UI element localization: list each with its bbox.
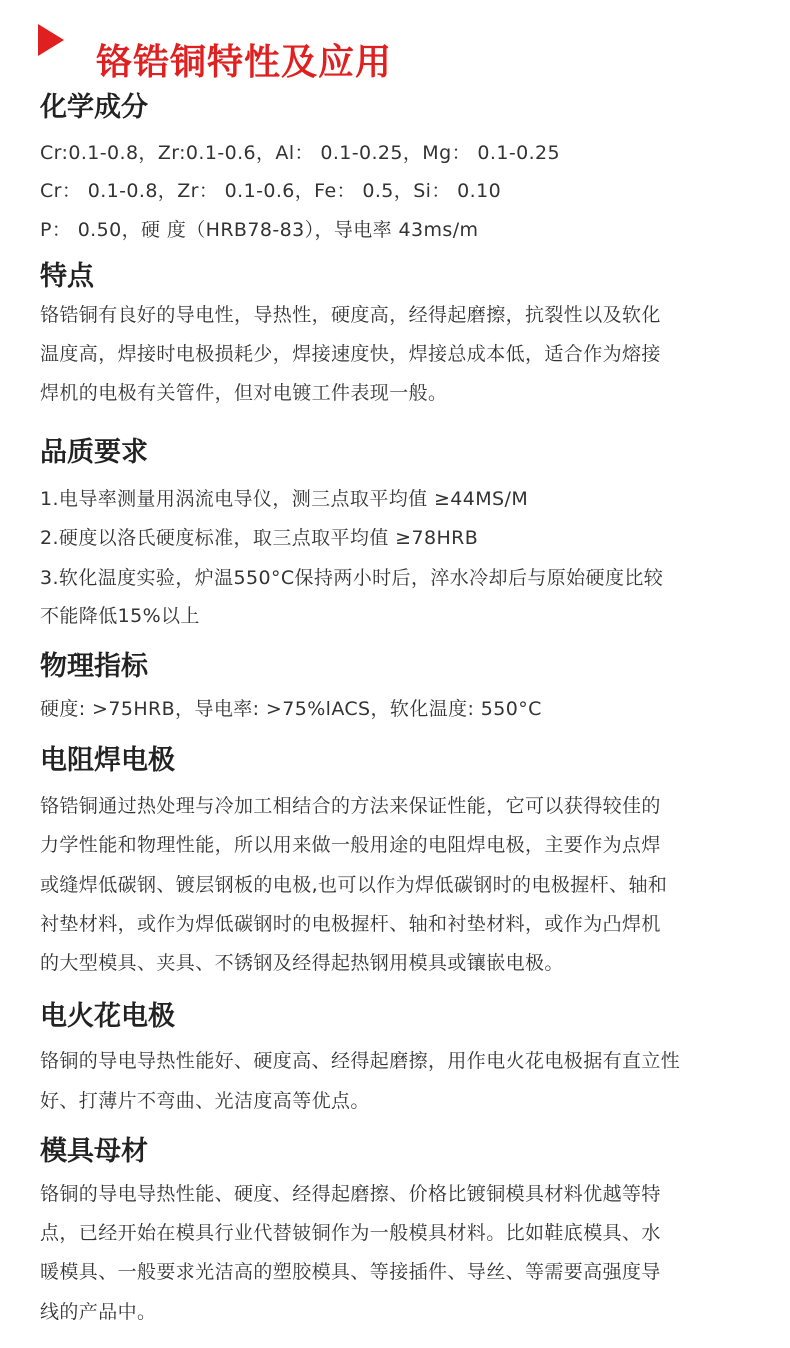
mold-line: 暖模具、一般要求光洁高的塑胶模具、等接插件、导丝、等需要高强度导 (40, 1261, 661, 1283)
quality-line: 不能降低15%以上 (40, 605, 200, 627)
quality-heading: 品质要求 (40, 437, 148, 468)
quality-line: 1.电导率测量用涡流电导仪，测三点取平均值 ≥44MS/M (40, 488, 529, 510)
mold-line: 铬铜的导电导热性能、硬度、经得起磨擦、价格比镀铜模具材料优越等特 (40, 1183, 661, 1205)
mold-heading: 模具母材 (40, 1136, 148, 1167)
resistance-line: 的大型模具、夹具、不锈钢及经得起热钢用模具或镶嵌电极。 (40, 952, 564, 974)
page-title: 铬锆铜特性及应用 (96, 42, 393, 84)
features-line: 铬锆铜有良好的导电性，导热性，硬度高，经得起磨擦，抗裂性以及软化 (40, 304, 661, 326)
composition-line: Cr:0.1-0.8，Zr:0.1-0.6，Al： 0.1-0.25，Mg： 0.1-0.25 (40, 142, 560, 164)
features-heading: 特点 (40, 261, 94, 292)
resistance-heading: 电阻焊电极 (40, 745, 175, 776)
mold-line: 点，已经开始在模具行业代替铍铜作为一般模具材料。比如鞋底模具、水 (40, 1222, 661, 1244)
title-arrow-icon (38, 24, 64, 56)
composition-line: Cr： 0.1-0.8，Zr： 0.1-0.6，Fe： 0.5，Si： 0.10 (40, 180, 502, 202)
resistance-line: 衬垫材料，或作为焊低碳钢时的电极握杆、轴和衬垫材料，或作为凸焊机 (40, 913, 661, 935)
physical-line: 硬度: >75HRB，导电率: >75%lACS，软化温度: 550°C (40, 698, 542, 720)
resistance-line: 或缝焊低碳钢、镀层钢板的电极,也可以作为焊低碳钢时的电极握杆、轴和 (40, 874, 668, 896)
quality-line: 3.软化温度实验，炉温550°C保持两小时后，淬水冷却后与原始硬度比较 (40, 567, 664, 589)
resistance-line: 铬锆铜通过热处理与冷加工相结合的方法来保证性能，它可以获得较佳的 (40, 795, 661, 817)
physical-heading: 物理指标 (40, 651, 148, 682)
features-line: 焊机的电极有关管件，但对电镀工件表现一般。 (40, 382, 448, 404)
quality-line: 2.硬度以洛氏硬度标准，取三点取平均值 ≥78HRB (40, 527, 479, 549)
features-line: 温度高，焊接时电极损耗少，焊接速度快，焊接总成本低，适合作为熔接 (40, 343, 661, 365)
spark-heading: 电火花电极 (40, 1001, 175, 1032)
spark-line: 铬铜的导电导热性能好、硬度高、经得起磨擦，用作电火花电极据有直立性 (40, 1050, 681, 1072)
resistance-line: 力学性能和物理性能，所以用来做一般用途的电阻焊电极，主要作为点焊 (40, 834, 661, 856)
composition-heading: 化学成分 (40, 92, 148, 123)
spark-line: 好、打薄片不弯曲、光洁度高等优点。 (40, 1090, 370, 1112)
composition-line: P： 0.50，硬 度（HRB78-83），导电率 43ms/m (40, 219, 479, 241)
mold-line: 线的产品中。 (40, 1301, 157, 1323)
